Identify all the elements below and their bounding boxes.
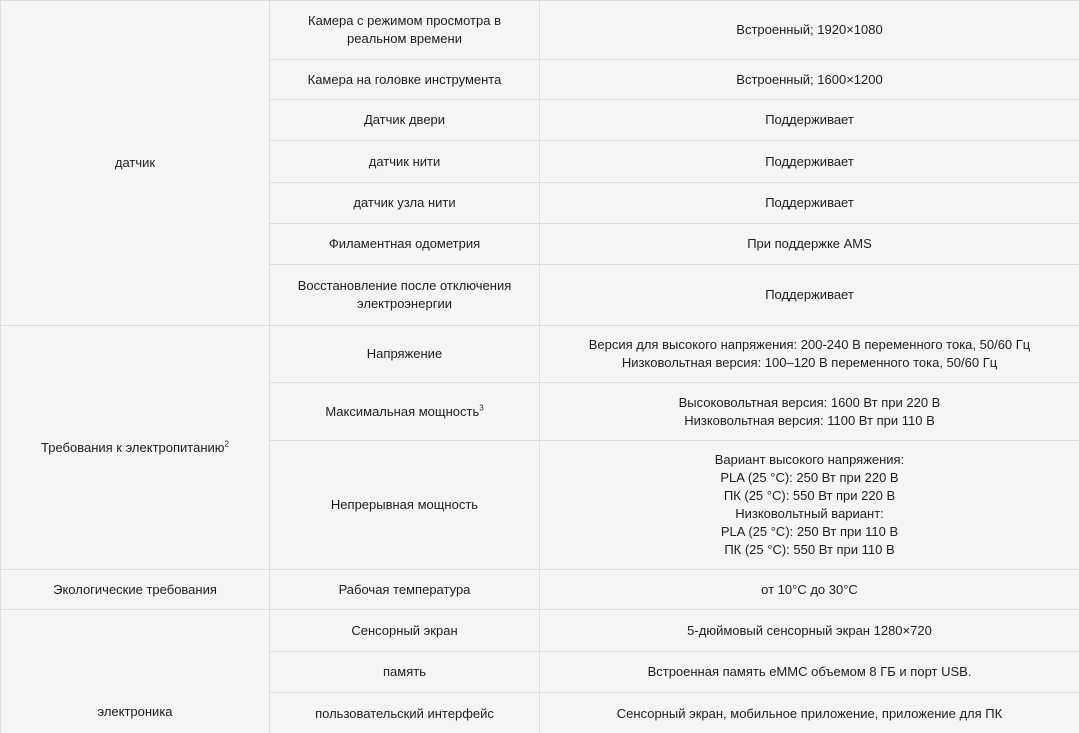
- value-cell: Поддерживает: [540, 265, 1079, 326]
- feature-cell: Непрерывная мощность: [270, 441, 540, 570]
- feature-cell: Камера с режимом просмотра в реальном времени: [270, 1, 540, 60]
- value-line: Низковольтная версия: 1100 Вт при 110 В: [684, 412, 935, 428]
- value-line: ПК (25 °C): 550 Вт при 110 В: [724, 542, 895, 557]
- feature-cell: Напряжение: [270, 326, 540, 383]
- feature-cell: память: [270, 652, 540, 693]
- value-cell: Встроенная память eMMC объемом 8 ГБ и порт USB.: [540, 652, 1079, 693]
- value-line: Низковольтная версия: 100–120 В переменного тока, 50/60 Гц: [621, 355, 998, 370]
- value-cell: [540, 326, 1079, 383]
- value-line: Вариант высокого напряжения:: [714, 452, 905, 467]
- table-row: [1, 326, 1079, 383]
- feature-cell: датчик нити: [270, 141, 540, 183]
- value-cell: Поддерживает: [540, 100, 1079, 141]
- table-row: [1, 610, 1079, 652]
- value-cell: [540, 383, 1079, 441]
- feature-cell: [270, 383, 540, 441]
- value-cell: [540, 441, 1079, 570]
- value-line: PLA (25 °C): 250 Вт при 110 В: [720, 524, 899, 539]
- value-cell: Поддерживает: [540, 183, 1079, 224]
- table-row: [1, 1, 1079, 60]
- group-label-environment: Экологические требования: [1, 570, 270, 610]
- value-cell: Поддерживает: [540, 141, 1079, 183]
- value-cell: 5-дюймовый сенсорный экран 1280×720: [540, 610, 1079, 652]
- group-label-electronics-text: электроника: [97, 704, 173, 719]
- group-label-electronics: [1, 610, 270, 733]
- feature-cell: Сенсорный экран: [270, 610, 540, 652]
- feature-cell: датчик узла нити: [270, 183, 540, 224]
- table-row: [1, 570, 1079, 610]
- value-cell: Встроенный; 1600×1200: [540, 60, 1079, 100]
- value-line: Низковольтный вариант:: [735, 506, 884, 521]
- footnote-marker: 3: [479, 403, 484, 413]
- group-label-sensor: датчик: [1, 1, 270, 326]
- group-label-power-text: Требования к электропитанию: [41, 439, 225, 455]
- value-cell: Встроенный; 1920×1080: [540, 1, 1079, 60]
- value-cell: Сенсорный экран, мобильное приложение, приложение для ПК: [540, 693, 1079, 733]
- feature-cell: Рабочая температура: [270, 570, 540, 610]
- feature-text: Максимальная мощность: [325, 403, 480, 419]
- value-line: PLA (25 °C): 250 Вт при 220 В: [720, 470, 899, 485]
- value-cell: При поддержке AMS: [540, 224, 1079, 265]
- value-line: Версия для высокого напряжения: 200-240 В переменного тока, 50/60 Гц: [588, 337, 1031, 352]
- value-line: ПК (25 °C): 550 Вт при 220 В: [723, 488, 896, 503]
- feature-cell: Филаментная одометрия: [270, 224, 540, 265]
- footnote-marker: 2: [224, 439, 229, 449]
- value-cell: от 10°C до 30°C: [540, 570, 1079, 610]
- group-label-power: [1, 326, 270, 570]
- feature-cell: пользовательский интерфейс: [270, 693, 540, 733]
- value-line: Высоковольтная версия: 1600 Вт при 220 В: [678, 394, 941, 410]
- feature-cell: Восстановление после отключения электроэнергии: [270, 265, 540, 326]
- feature-cell: Камера на головке инструмента: [270, 60, 540, 100]
- feature-cell: Датчик двери: [270, 100, 540, 141]
